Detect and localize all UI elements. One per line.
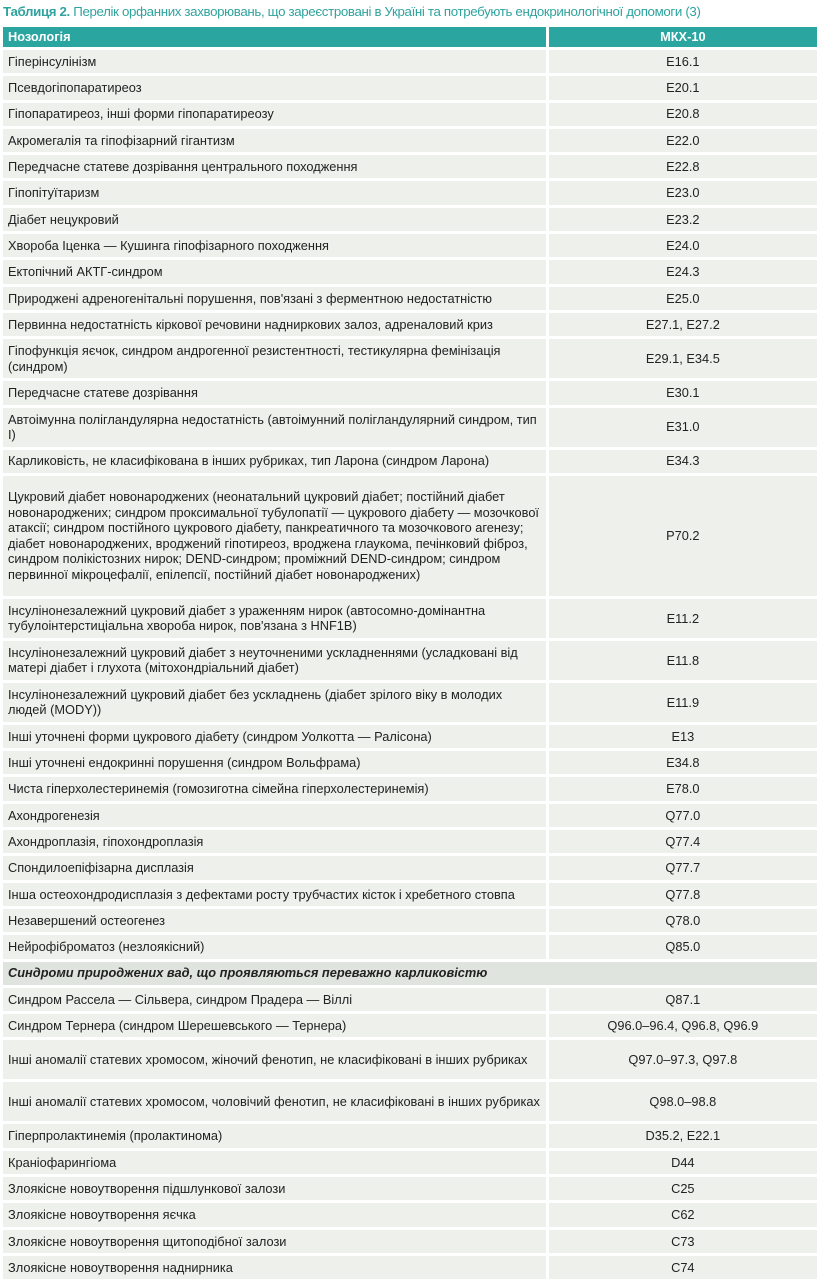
nosology-cell: Ектопічний АКТГ-синдром <box>3 260 546 283</box>
icd10-code-cell: D35.2, E22.1 <box>549 1124 817 1147</box>
nosology-cell: Ахондрогенезія <box>3 804 546 827</box>
table-row <box>3 339 817 378</box>
icd10-code-cell: D44 <box>549 1151 817 1174</box>
icd10-code-cell: E13 <box>549 725 817 748</box>
icd10-code-cell: E34.8 <box>549 751 817 774</box>
nosology-cell: Хвороба Іценка — Кушинга гіпофізарного походження <box>3 234 546 257</box>
nosology-cell: Ахондроплазія, гіпохондроплазія <box>3 830 546 853</box>
nosology-cell: Злоякісне новоутворення підшлункової залози <box>3 1177 546 1200</box>
nosology-cell: Синдром Тернера (синдром Шерешевського — Тернера) <box>3 1014 546 1037</box>
icd10-code-cell: C25 <box>549 1177 817 1200</box>
table-row <box>3 1203 817 1226</box>
icd10-code-cell: C62 <box>549 1203 817 1226</box>
nosology-cell: Гіперпролактинемія (пролактинома) <box>3 1124 546 1147</box>
table-row <box>3 1124 817 1147</box>
icd10-code-cell: E11.8 <box>549 641 817 680</box>
icd10-code-cell: E23.0 <box>549 181 817 204</box>
section-title: Синдроми природжених вад, що проявляються переважно карликовістю <box>3 962 817 985</box>
nosology-cell: Інсулінонезалежний цукровий діабет з неуточненими ускладненнями (усладковані від матері діабет і глухота (мітохондріальний діабет) <box>3 641 546 680</box>
icd10-code-cell: Q85.0 <box>549 935 817 958</box>
table-row <box>3 234 817 257</box>
nosology-cell: Злоякісне новоутворення яєчка <box>3 1203 546 1226</box>
nosology-cell: Інші аномалії статевих хромосом, чоловічий фенотип, не класифіковані в інших рубриках <box>3 1082 546 1121</box>
icd10-code-cell: E20.8 <box>549 103 817 126</box>
table-row <box>3 751 817 774</box>
icd10-code-cell: E24.0 <box>549 234 817 257</box>
table-row <box>3 804 817 827</box>
nosology-cell: Спондилоепіфізарна дисплазія <box>3 856 546 879</box>
nosology-cell: Інші уточнені форми цукрового діабету (синдром Уолкотта — Ралісона) <box>3 725 546 748</box>
table-row <box>3 408 817 447</box>
table-row <box>3 1177 817 1200</box>
icd10-code-cell: C73 <box>549 1230 817 1253</box>
nosology-cell: Синдром Рассела — Сільвера, синдром Прадера — Віллі <box>3 988 546 1011</box>
table-row <box>3 935 817 958</box>
icd10-code-cell: E25.0 <box>549 287 817 310</box>
icd10-code-cell: E78.0 <box>549 777 817 800</box>
orphan-diseases-table <box>0 24 820 1282</box>
table-row <box>3 830 817 853</box>
nosology-cell: Карликовість, не класифікована в інших рубриках, тип Ларона (синдром Ларона) <box>3 450 546 473</box>
icd10-code-cell: Q77.0 <box>549 804 817 827</box>
nosology-cell: Чиста гіперхолестеринемія (гомозиготна сімейна гіперхолестеринемія) <box>3 777 546 800</box>
icd10-code-cell: Q87.1 <box>549 988 817 1011</box>
table-row <box>3 287 817 310</box>
header-nosology: Нозологія <box>3 27 546 47</box>
table-row <box>3 599 817 638</box>
table-row <box>3 103 817 126</box>
nosology-cell: Первинна недостатність кіркової речовини надниркових залоз, адреналовий криз <box>3 313 546 336</box>
icd10-code-cell: E22.0 <box>549 129 817 152</box>
icd10-code-cell: Q97.0–97.3, Q97.8 <box>549 1040 817 1079</box>
icd10-code-cell: Q96.0–96.4, Q96.8, Q96.9 <box>549 1014 817 1037</box>
table-row <box>3 181 817 204</box>
icd10-code-cell: E22.8 <box>549 155 817 178</box>
icd10-code-cell: E11.2 <box>549 599 817 638</box>
table-row <box>3 381 817 404</box>
icd10-code-cell: P70.2 <box>549 476 817 596</box>
icd10-code-cell: Q77.7 <box>549 856 817 879</box>
nosology-cell: Краніофарингіома <box>3 1151 546 1174</box>
nosology-cell: Гіперінсулінізм <box>3 50 546 73</box>
table-row <box>3 1151 817 1174</box>
icd10-code-cell: Q78.0 <box>549 909 817 932</box>
table-row <box>3 909 817 932</box>
nosology-cell: Гіпопаратиреоз, інші форми гіпопаратиреозу <box>3 103 546 126</box>
table-row <box>3 1040 817 1079</box>
nosology-cell: Інша остеохондродисплазія з дефектами росту трубчастих кісток і хребетного стовпа <box>3 883 546 906</box>
table-caption-text: Перелік орфанних захворювань, що зареєстровані в Україні та потребують ендокринологічної допомоги (3) <box>69 4 701 19</box>
table-row <box>3 476 817 596</box>
icd10-code-cell: E27.1, E27.2 <box>549 313 817 336</box>
table-row <box>3 260 817 283</box>
nosology-cell: Інші уточнені ендокринні порушення (синдром Вольфрама) <box>3 751 546 774</box>
nosology-cell: Природжені адреногенітальні порушення, пов'язані з ферментною недостатністю <box>3 287 546 310</box>
icd10-code-cell: Q77.4 <box>549 830 817 853</box>
table-row <box>3 313 817 336</box>
header-icd10: МКХ-10 <box>549 27 817 47</box>
icd10-code-cell: E24.3 <box>549 260 817 283</box>
table-row <box>3 1256 817 1279</box>
icd10-code-cell: C74 <box>549 1256 817 1279</box>
table-row <box>3 129 817 152</box>
nosology-cell: Інші аномалії статевих хромосом, жіночий фенотип, не класифіковані в інших рубриках <box>3 1040 546 1079</box>
nosology-cell: Акромегалія та гіпофізарний гігантизм <box>3 129 546 152</box>
table-caption <box>0 0 820 24</box>
nosology-cell: Псевдогіпопаратиреоз <box>3 76 546 99</box>
table-row <box>3 1230 817 1253</box>
nosology-cell: Інсулінонезалежний цукровий діабет без ускладнень (діабет зрілого віку в молодих людей (MODY)) <box>3 683 546 722</box>
table-row <box>3 1082 817 1121</box>
nosology-cell: Передчасне статеве дозрівання центрального походження <box>3 155 546 178</box>
icd10-code-cell: E20.1 <box>549 76 817 99</box>
nosology-cell: Гіпофункція яєчок, синдром андрогенної резистентності, тестикулярна фемінізація (синдром) <box>3 339 546 378</box>
icd10-code-cell: E16.1 <box>549 50 817 73</box>
table-row <box>3 76 817 99</box>
icd10-code-cell: Q77.8 <box>549 883 817 906</box>
icd10-code-cell: E30.1 <box>549 381 817 404</box>
nosology-cell: Гіпопітуїтаризм <box>3 181 546 204</box>
table-row <box>3 856 817 879</box>
table-caption-label: Таблиця 2. <box>3 4 70 19</box>
icd10-code-cell: Q98.0–98.8 <box>549 1082 817 1121</box>
table-row <box>3 988 817 1011</box>
icd10-code-cell: E11.9 <box>549 683 817 722</box>
nosology-cell: Передчасне статеве дозрівання <box>3 381 546 404</box>
table-row <box>3 777 817 800</box>
table-row <box>3 883 817 906</box>
table-row <box>3 208 817 231</box>
table-header-row <box>3 27 817 47</box>
table-row <box>3 725 817 748</box>
icd10-code-cell: E29.1, E34.5 <box>549 339 817 378</box>
table-row <box>3 450 817 473</box>
table-row <box>3 50 817 73</box>
icd10-code-cell: E31.0 <box>549 408 817 447</box>
table-row <box>3 641 817 680</box>
table-row <box>3 155 817 178</box>
table-row <box>3 1014 817 1037</box>
icd10-code-cell: E23.2 <box>549 208 817 231</box>
nosology-cell: Цукровий діабет новонароджених (неонатальний цукровий діабет; постійний діабет новонароджених; синдром проксимальної тубулопатії — цукрового діабету — мозочкової атаксії; синдром постійного цукрового діабету, панкреатичного та мозочкового агенезу; діабет новонароджених, вроджений гіпотиреоз, вроджена глаукома, печінковий фіброз, синдром полікістозних нирок; DEND-синдром; проміжний DEND-синдром; синдром первинної мікроцефалії, епілепсії, постійний діабет новонароджених) <box>3 476 546 596</box>
nosology-cell: Незавершений остеогенез <box>3 909 546 932</box>
nosology-cell: Злоякісне новоутворення наднирника <box>3 1256 546 1279</box>
table-row <box>3 683 817 722</box>
nosology-cell: Діабет нецукровий <box>3 208 546 231</box>
nosology-cell: Нейрофіброматоз (незлоякісний) <box>3 935 546 958</box>
nosology-cell: Інсулінонезалежний цукровий діабет з ураженням нирок (автосомно-домінантна тубулоінтерстиціальна хвороба нирок, пов'язана з HNF1B) <box>3 599 546 638</box>
section-row <box>3 962 817 985</box>
icd10-code-cell: E34.3 <box>549 450 817 473</box>
nosology-cell: Автоімунна полігландулярна недостатність (автоімунний полігландулярний синдром, тип І) <box>3 408 546 447</box>
nosology-cell: Злоякісне новоутворення щитоподібної залози <box>3 1230 546 1253</box>
table-body <box>3 50 817 1279</box>
